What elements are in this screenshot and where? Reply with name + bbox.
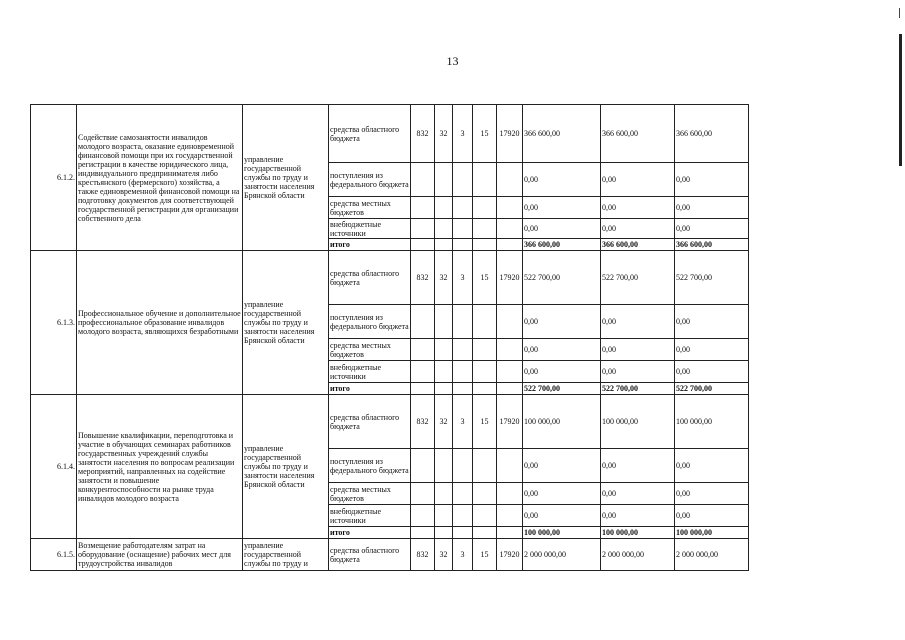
code-sec <box>435 449 453 483</box>
amount-year-3: 2 000 000,00 <box>675 539 749 571</box>
amount-year-1: 100 000,00 <box>523 395 601 449</box>
funding-source: средства областного бюджета <box>329 539 411 571</box>
table-row <box>31 105 883 163</box>
code-gr <box>411 197 435 219</box>
amount-year-1: 0,00 <box>523 163 601 197</box>
amount-year-1: 2 000 000,00 <box>523 539 601 571</box>
code-dir <box>497 339 523 361</box>
code-sec <box>435 239 453 251</box>
funding-source: поступления из федерального бюджета <box>329 163 411 197</box>
code-dir: 17920 <box>497 395 523 449</box>
funding-source: итого <box>329 527 411 539</box>
code-sub <box>453 505 473 527</box>
funding-source: поступления из федерального бюджета <box>329 305 411 339</box>
code-sub <box>453 163 473 197</box>
amount-year-3: 366 600,00 <box>675 105 749 163</box>
code-sec <box>435 361 453 383</box>
code-gr <box>411 239 435 251</box>
amount-year-2: 0,00 <box>601 449 675 483</box>
code-art: 15 <box>473 251 497 305</box>
code-sub: 3 <box>453 539 473 571</box>
code-art <box>473 305 497 339</box>
amount-year-3: 0,00 <box>675 449 749 483</box>
code-art <box>473 505 497 527</box>
amount-year-1: 0,00 <box>523 219 601 239</box>
budget-table <box>30 104 883 571</box>
code-sub <box>453 197 473 219</box>
amount-year-2: 100 000,00 <box>601 395 675 449</box>
code-gr <box>411 219 435 239</box>
funding-source: внебюджетные источники <box>329 505 411 527</box>
code-art <box>473 483 497 505</box>
funding-source: средства местных бюджетов <box>329 483 411 505</box>
item-description: Возмещение работодателям затрат на оборудование (оснащение) рабочих мест для трудоустройства инвалидов <box>77 539 243 571</box>
item-description: Профессиональное обучение и дополнительное профессиональное образование инвалидов молодого возраста, являющихся безработными <box>77 251 243 395</box>
amount-year-2: 2 000 000,00 <box>601 539 675 571</box>
table-row <box>31 251 883 305</box>
code-sub <box>453 483 473 505</box>
amount-year-1: 0,00 <box>523 505 601 527</box>
code-art: 15 <box>473 105 497 163</box>
amount-year-3: 0,00 <box>675 361 749 383</box>
code-sec: 32 <box>435 395 453 449</box>
code-gr: 832 <box>411 105 435 163</box>
code-sec <box>435 483 453 505</box>
amount-year-2: 522 700,00 <box>601 251 675 305</box>
amount-year-1: 522 700,00 <box>523 251 601 305</box>
code-art <box>473 219 497 239</box>
code-dir <box>497 449 523 483</box>
code-sub: 3 <box>453 105 473 163</box>
code-gr <box>411 163 435 197</box>
amount-year-1: 0,00 <box>523 449 601 483</box>
code-gr <box>411 505 435 527</box>
code-sub <box>453 239 473 251</box>
code-dir <box>497 383 523 395</box>
code-gr <box>411 527 435 539</box>
amount-year-2: 0,00 <box>601 505 675 527</box>
code-art <box>473 163 497 197</box>
amount-year-2: 366 600,00 <box>601 105 675 163</box>
code-sec <box>435 163 453 197</box>
code-sub: 3 <box>453 251 473 305</box>
funding-source: внебюджетные источники <box>329 361 411 383</box>
amount-year-2: 100 000,00 <box>601 527 675 539</box>
code-art: 15 <box>473 395 497 449</box>
amount-year-3: 0,00 <box>675 505 749 527</box>
code-sec: 32 <box>435 105 453 163</box>
amount-year-3: 522 700,00 <box>675 251 749 305</box>
code-dir <box>497 505 523 527</box>
code-art <box>473 527 497 539</box>
code-art: 15 <box>473 539 497 571</box>
code-dir <box>497 305 523 339</box>
amount-year-3: 0,00 <box>675 219 749 239</box>
code-art <box>473 239 497 251</box>
code-dir <box>497 163 523 197</box>
funding-source: средства областного бюджета <box>329 105 411 163</box>
table-row <box>31 395 883 449</box>
amount-year-3: 100 000,00 <box>675 527 749 539</box>
amount-year-2: 0,00 <box>601 163 675 197</box>
code-sub: 3 <box>453 395 473 449</box>
amount-year-2: 366 600,00 <box>601 239 675 251</box>
funding-source: средства местных бюджетов <box>329 197 411 219</box>
amount-year-3: 0,00 <box>675 163 749 197</box>
code-dir <box>497 361 523 383</box>
amount-year-1: 522 700,00 <box>523 383 601 395</box>
item-description: Повышение квалификации, переподготовка и участие в обучающих семинарах работников государственных учреждений службы занятости населения по вопросам реализации мероприятий, направленных на содействие занятости и повышение конкурентоспособности на рынке труда инвалидов молодого возраста <box>77 395 243 539</box>
code-sub <box>453 361 473 383</box>
funding-source: поступления из федерального бюджета <box>329 449 411 483</box>
code-sec <box>435 527 453 539</box>
funding-source: итого <box>329 383 411 395</box>
code-gr: 832 <box>411 251 435 305</box>
item-number: 6.1.5. <box>31 539 77 571</box>
amount-year-3: 366 600,00 <box>675 239 749 251</box>
funding-source: средства областного бюджета <box>329 251 411 305</box>
code-art <box>473 361 497 383</box>
code-dir <box>497 483 523 505</box>
code-dir: 17920 <box>497 105 523 163</box>
item-executor: управление государственной службы по труду и занятости населения Брянской области <box>243 251 329 395</box>
item-executor: управление государственной службы по труду и занятости населения Брянской области <box>243 395 329 539</box>
item-executor: управление государственной службы по труду и <box>243 539 329 571</box>
item-executor: управление государственной службы по труду и занятости населения Брянской области <box>243 105 329 251</box>
code-sub <box>453 383 473 395</box>
code-sub <box>453 527 473 539</box>
funding-source: средства местных бюджетов <box>329 339 411 361</box>
amount-year-2: 0,00 <box>601 483 675 505</box>
amount-year-1: 0,00 <box>523 483 601 505</box>
page-number: 13 <box>446 54 459 68</box>
amount-year-3: 0,00 <box>675 483 749 505</box>
code-gr <box>411 449 435 483</box>
amount-year-2: 0,00 <box>601 361 675 383</box>
amount-year-1: 0,00 <box>523 339 601 361</box>
funding-source: итого <box>329 239 411 251</box>
amount-year-1: 366 600,00 <box>523 239 601 251</box>
code-dir <box>497 527 523 539</box>
code-gr <box>411 483 435 505</box>
item-description: Содействие самозанятости инвалидов молодого возраста, оказание единовременной финансовой помощи при их государственной регистрации в качестве юридического лица, индивидуального предпринимателя либо крестьянского (фермерского) хозяйства, а также единовременной финансовой помощи на подготовку документов для соответствующей государственной регистрации для организации собственного дела <box>77 105 243 251</box>
code-gr <box>411 339 435 361</box>
code-art <box>473 197 497 219</box>
amount-year-1: 366 600,00 <box>523 105 601 163</box>
code-sec <box>435 305 453 339</box>
code-gr <box>411 361 435 383</box>
item-number: 6.1.4. <box>31 395 77 539</box>
code-dir <box>497 239 523 251</box>
code-art <box>473 339 497 361</box>
code-sub <box>453 305 473 339</box>
amount-year-3: 0,00 <box>675 197 749 219</box>
amount-year-1: 0,00 <box>523 305 601 339</box>
amount-year-2: 522 700,00 <box>601 383 675 395</box>
amount-year-2: 0,00 <box>601 219 675 239</box>
code-gr: 832 <box>411 539 435 571</box>
funding-source: средства областного бюджета <box>329 395 411 449</box>
amount-year-3: 100 000,00 <box>675 395 749 449</box>
code-art <box>473 449 497 483</box>
code-sec <box>435 383 453 395</box>
amount-year-3: 522 700,00 <box>675 383 749 395</box>
amount-year-3: 0,00 <box>675 339 749 361</box>
amount-year-3: 0,00 <box>675 305 749 339</box>
code-art <box>473 383 497 395</box>
amount-year-2: 0,00 <box>601 197 675 219</box>
code-gr: 832 <box>411 395 435 449</box>
item-number: 6.1.2. <box>31 105 77 251</box>
code-sec: 32 <box>435 539 453 571</box>
amount-year-1: 0,00 <box>523 197 601 219</box>
code-sec <box>435 219 453 239</box>
item-number: 6.1.3. <box>31 251 77 395</box>
code-dir <box>497 197 523 219</box>
amount-year-1: 0,00 <box>523 361 601 383</box>
code-dir <box>497 219 523 239</box>
code-sec: 32 <box>435 251 453 305</box>
amount-year-1: 100 000,00 <box>523 527 601 539</box>
scan-edge-tick <box>899 8 900 18</box>
code-dir: 17920 <box>497 251 523 305</box>
code-sub <box>453 449 473 483</box>
code-sec <box>435 505 453 527</box>
amount-year-2: 0,00 <box>601 305 675 339</box>
code-dir: 17920 <box>497 539 523 571</box>
code-sub <box>453 219 473 239</box>
amount-year-2: 0,00 <box>601 339 675 361</box>
code-sub <box>453 339 473 361</box>
table-row <box>31 539 883 571</box>
code-sec <box>435 339 453 361</box>
funding-source: внебюджетные источники <box>329 219 411 239</box>
code-sec <box>435 197 453 219</box>
code-gr <box>411 383 435 395</box>
code-gr <box>411 305 435 339</box>
